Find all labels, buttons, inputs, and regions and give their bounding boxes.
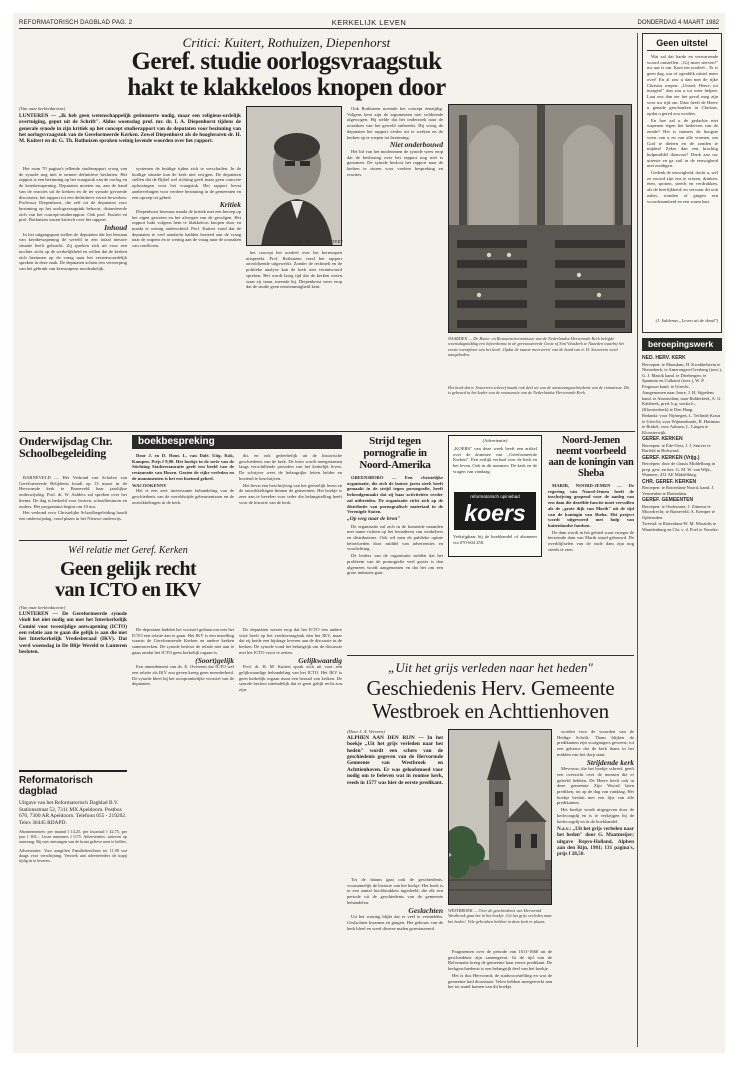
onderwijsdag-headline: Onderwijsdag Chr. Schoolbegeleiding	[19, 434, 113, 460]
lead-col1-text-2: In het uitgangspunt stellen de deputaten dat het bestaan van kernbewapening de wereld in een totaal nieuwe situatie heeft gebracht. Zij spreken zich uit voor een nuchter zicht op de werkelijkheid en willen dat de kerken zich bezinnen op de vraag naar het verantwoordelijk spreken in deze zaak. De deputaten achten een verwerping van het gebruik van kernwapens noodzakelijk.	[19, 231, 127, 271]
westbroek-col1-text-2: Uit het woning blijkt dat er veel te vermelden. Geslachten kwamen en gingen. Het gebouw van de kerk bleef en werd diverse malen gerestaureerd.	[347, 914, 443, 931]
westbroek-price-note: N.a.v.: „Uit het grijs verleden naar het heden" door G. Maatmeijer; uitgave Repro-Holland, Alphen aan den Rijn, 1981; 131 pagina's, prijs f 28,50.	[557, 826, 634, 858]
subhead-geslachten: Geslachten	[408, 905, 443, 915]
icto-col3-text-2: Prof. dr. H. M. Kuitert sprak zich uit voor een gelijkwaardige behandeling van het ICTO. Het IKV is geen kerkelijk orgaan maar een beraad van kerken. De synode besloot uiteindelijk dat er geen gelijk recht zou zijn.	[239, 664, 342, 693]
westbroek-col3-text-3: Het boekje wordt uitgegeven door de kerkvoogdij en is te verkrijgen bij de kerkvoogdij en in de boekhandel.	[557, 807, 634, 824]
icto-col2-text-2: Een amendement van ds. E. Overeem dat ICTO wel een relatie als IKV zou geven kreeg geen meerderheid. De synode bleef bij het oorspronkelijke voorstel van de deputaten.	[132, 664, 234, 687]
beroep-entry: Bedankt: voor Nijmegen, L. Terlinde Kraut te Utrecht; voor Wijnandsrade, B. Hartman te Brakel; voor Aalsum, L. Lingen te Kloosterwijk.	[642, 413, 720, 435]
ref-box-small: Abonnementen: per maand f 14,25, per kwartaal f 42,75, per jaar f 163,-. Losse nummers f 0,75. Advertenties: tarieven op aanvraag. Bij niet ontvangen van de krant gelieve men te bellen.	[19, 829, 127, 845]
uitstel-author: (J. Saldenus „Leven uit de dood")	[655, 318, 718, 323]
masthead	[19, 17, 719, 29]
icto-intro: LUNTEREN — De Gereformeerde synode vindt het niet nodig om met het Interkerkelijk Comité voor tweezijdige ontwapening (ICTO) een relatie aan te gaan die gelijk is aan die met het Interkerkelijk Vredesberaad (IKV). Dat werd woensdag in De Blije Wereld te Lunteren besloten.	[19, 610, 127, 656]
uitstel-title: Geen uitstel	[656, 38, 708, 48]
strijd-subhead: „Op weg naar de bron"	[347, 515, 401, 522]
icto-col2-text: De deputaten hadden het voorstel gedaan om met het ICTO een relatie aan te gaan. Het IKV is een instelling waarin de Gereformeerde Kerken en andere kerken samenwerken. De synode besloot de relatie niet aan te gaan omdat het ICTO geen kerkelijk orgaan is.	[132, 627, 234, 655]
uitstel-text-2: En hoe zal u de gedachte niet wapenen tegen het bederven van de zonde? Het is immers de hoogste wens van u en van alle vromen, om God te dienen en de zonden te mijden! Zeker dan een krachtig hulpmiddel daarvoor! Denk aan uw uiterste en ga zuil in de eeuwigheid niet zondigen.	[647, 117, 718, 169]
subhead-strijdende-kerk: Strijdende kerk	[586, 757, 634, 767]
advert-text: „KOERS" van deze week heeft een artikel over de dominee van „Gereformeerde Kerken". Een eerlijk verhaal over de kerk en het leven. Ook in dit nummer: De kerk en de vragen van vandaag.	[453, 446, 537, 474]
ref-box-text: Uitgave van het Reformatorisch Dagblad B.V. Stationsstraat 52, 7311 MX Apeldoorn. Postbus 670, 7300 AR Apeldoorn. Telefoon 055 - 219202. Telex 36445 RDAPD.	[19, 800, 127, 826]
westbroek-col3-text: worden voor de woorden van de Heilige Schrift. Thans blijken de predikanten zijn voorgangers geweest; tot een gebouw dat de kerk thans in het midden van het dorp staat.	[557, 729, 634, 757]
sidebar-divider	[637, 33, 638, 1047]
boekbespreking-col1-text: Door J. en D. Hout. L. van Dalé. Uitg. Kok, Kampen. Prijs f 9,90. Het boekje in de serie van de Stichting Stadsrestauratie geeft een beeld van de restauratie van Hoorn. Gezien de rijke verleden en de monumenten is het een boeiend geheel.	[132, 453, 234, 481]
icto-headline-1: Geen gelijk recht	[59, 558, 197, 580]
westbroek-caption: WESTBROEK — Over de geschiedenis van Hervormd Westbroek gaat het in het boekje ‚Uit het grijs verleden naar het heden'. Vele gebruiken hebben in deze kerk er plaats.	[448, 908, 552, 924]
beroep-entry: Beroepen: te Ede-Oost, J. J. Stuiver te Barfeld in Bolsward.	[642, 442, 711, 453]
church-interior-illustration	[449, 105, 632, 333]
lead-col4-text-2: Het lid van het moderamen de synode wees erop dat de beslissing over het rapport nog niet is genomen. De synode besloot het rapport naar de kerken te sturen voor verdere bespreking en reacties.	[347, 148, 443, 177]
lead-col2-text: systemen de huidige tijden zich te verschuilen. In de huidige situatie kan de kerk niet zwijgen. De deputaten stellen dat de Bijbel wel richting geeft maar geen concrete oplossingen voor het vraagstuk. Het rapport bevat aanbevelingen voor verdere bezinning in de gemeenten en een oproep tot gebed.	[132, 166, 241, 200]
koers-logo-sub: reformatorisch opiniebad	[470, 494, 520, 499]
onderwijsdag-text: BARNEVELD — Het Verbond van Scholen van Gereformeerde Belijdenis houdt op 13 maart in de Hervormde kerk te Barneveld haar jaarlijkse onderwijsdag. Prof. dr. W. Aalders zal spreken over het thema. De dag is bedoeld voor leraren, schoolbesturen en ouders. Het programma begint om 10 uur.	[19, 475, 127, 509]
ref-box-title-1: Reformatorisch	[19, 775, 93, 786]
strijd-headline: Strijd tegen pornografie in Noord-Amerika	[359, 435, 431, 471]
paper-name: REFORMATORISCH DAGBLAD PAG. 2	[19, 20, 133, 26]
lead-col3-text: het concept het oordeel over het kernwapen uitspreekt. Prof. Rothuizen vond het rapport onvoldoende uitgewerkt. Zonder de techniek en de politieke analyse kan de kerk niet verantwoord spreken. Het wordt hoog tijd dat de kerken weten waar zij staan, meende hij. Diepenhorst wees erop dat de studie geen eenstemmigheid kent.	[246, 250, 342, 290]
beroep-church-heading: GEREF. KERKEN (Vrijg.)	[642, 454, 700, 461]
boekbespreking-title: boekbespreking	[138, 436, 215, 447]
beroep-church-heading: GEREF. GEMEENTEN	[642, 497, 694, 503]
advert-footer: Verkrijgbaar bij de boekhandel of abonneer via 070-604 250.	[453, 534, 537, 545]
strijd-text-3: De leiders van de organisatie stelden dat het probleem van de pornografie veel groter is dan algemeen wordt aangenomen en dat het om een grote industrie gaat.	[347, 553, 443, 576]
newspaper-page	[13, 13, 725, 1053]
lead-intro-block	[19, 106, 241, 164]
subhead-inhoud: Inhoud	[104, 223, 127, 233]
lead-col2-text-2: Diepenhorst bezwaar maakt de kritiek met een beroep op het eigen geweten en het afwegen van de gevolgen. Het rapport hakt volgens hem te klakkeloos knopen door en maakt te weinig onderscheid. Prof. Kuitert vond dat de deputaten te veel aandacht hadden besteed aan de vraag naar de wapens en te weinig aan de vraag naar de oorzaken van conflicten.	[132, 208, 241, 249]
icto-byline: (Van onze kerkredacteur)	[19, 605, 66, 610]
uitstel-box	[642, 33, 722, 333]
westbroek-kicker: „Uit het grijs verleden naar het heden"	[388, 660, 593, 675]
onderwijs-rule	[19, 540, 127, 541]
westbroek-church-photo	[448, 729, 552, 905]
icto-col3-text: De deputaten wezen erop dat het ICTO een andere visie heeft op het vredesvraagstuk dan het IKV, maar dat zij beide een bijdrage leveren aan de discussie in de kerken. De synode vond het belangrijk om de discussie met het ICTO voort te zetten.	[239, 627, 342, 655]
beroep-church-heading: CHR. GEREF. KERKEN	[642, 478, 697, 485]
westbroek-church-illustration	[449, 730, 552, 905]
lead-headline-2: hakt te klakkeloos knopen door	[127, 74, 446, 101]
onderwijsdag-text-2: Het verbond voor Christelijke Schoolbegeleiding houdt een onderwijsdag, vond plaats in het Nieuwe onderwijs.	[19, 510, 127, 521]
lead-intro: LUNTEREN — „Ik heb geen wetenschappelijk getimmerte nodig, maar een religieus-ordelijk overtuiging, geput uit de Schrift". Aldus woensdag prof. mr. dr. I. A. Diepenhorst tijdens de generale synode in zijn kritiek op het concept studierapport van de deputaten voor bezinning van het oorlogsvraagstuk van de Gereformeerde Kerken. Zowel Diepenhorst als de hoogleraren dr. H. M. Kuitert en dr. G. Th. Rothuizen spraken weinig lovende woorden over het rapport.	[19, 112, 241, 145]
jemen-headline: Noord-Jemen neemt voorbeeld aan de koningin van Sheba	[548, 435, 634, 479]
beroep-entry: Beroepen: te Oudewater, J. Zitmeur te Moordrecht; te Barneveld, A. Kemper te Opheusden.	[642, 503, 715, 520]
lead-headline-1: Geref. studie oorlogsvraagstuk	[131, 48, 442, 75]
westbroek-col-3	[557, 729, 634, 1047]
church-interior-photo	[448, 104, 632, 333]
westbroek-col-1	[347, 877, 443, 1047]
beroep-entry: Beroepen: te Maasdam, H. Kwakkelstein te Nieuwkerk; te Amerongen-Overberg (toez.), G. J. Mastik kand. te Driebergen; te Spanium en Culhauri (toez.), W. P. Ferguson kand. te Utrecht.	[642, 361, 722, 389]
lead-col4-text: Ook Rothuizen noemde het concept eenzijdig. Volgens hem zijn de argumenten niet voldoende afgewogen. Hij stelde dat het onderzoek naar de oorzaken van het geweld ontbreekt. Hij vroeg de deputaten het rapport verder uit te werken en de kerken op te roepen tot bezinning.	[347, 106, 443, 140]
beroep-entry: Aangenomen naar Joure, J. H. Sijpelens kand. te Amsterdam; naar Ridderkerk, A. G. Kalsbeek, pred. b.g. werkz.h., (Kloosterkerk) te Den Haag.	[642, 390, 722, 412]
beroep-church-heading: GEREF. KERKEN	[642, 436, 683, 442]
uitstel-body	[647, 54, 718, 318]
ref-box-small-2: Advertenties: Voor aangiften Familieberichten tot 11.00 uur daags voor verschijning. Verzoek aan adverteerders de kopij tijdig in te leveren.	[19, 847, 127, 864]
icto-col-2	[132, 627, 234, 927]
boekbespreking-col1-text-2: Het is een zeer interessante behandeling van de geschiedenis van de wereldwijde gebeurtenissen en de ontwikkelingen in de kerk.	[132, 488, 234, 505]
row-rule-1	[19, 431, 635, 432]
subhead-gelijkwaardig: Gelijkwaardig	[298, 655, 342, 665]
icto-kicker: Wél relatie met Geref. Kerken	[68, 545, 188, 556]
portrait-photo	[246, 106, 342, 246]
boekbespreking-title-bar	[132, 435, 342, 449]
section-name: KERKELIJK LEVEN	[331, 18, 407, 27]
strijd-text-2: De organisatie zal zich in de komende maanden met name richten op het benaderen van winkeliers en distributeurs. Ook wil men de publieke opinie beïnvloeden door middel van advertenties en voorlichting.	[347, 523, 443, 552]
boekbespreking-col2-text-2: Het bevat een beschrijving van het geestelijk leven en de ontwikkelingen binnen de gemeenten. Het boekje is zeer aan te bevelen voor ieder die belangstelling heeft voor de historie van de kerk.	[239, 482, 342, 505]
beroep-entry: Beroepen: te Rotterdam-Noord, kand. J. Vermeulen te Rotterdam.	[642, 485, 715, 496]
beroepingswerk-list	[642, 354, 722, 676]
boekbespreking-col2-text: dit, en ook gedeeltelijk uit de historische geschiedenis van de kerk. De lezer wordt meegenomen langs verschillende perioden van het kerkelijk leven. De schrijver weet de belangrijke feiten helder en boeiend te beschrijven.	[239, 453, 342, 481]
lead-col-3	[246, 250, 342, 428]
strijd-body	[347, 475, 443, 653]
boekbespreking-col1-sub: WACOOKENNY	[132, 482, 167, 488]
lead-byline: (Van onze kerkredacteur)	[19, 106, 66, 111]
beroep-entry: Beroepen: door de classis Middelburg in prep. gew. en bez. G. M. W. van Wijk, Wanneer, 431 AE Middelburg.	[642, 461, 716, 477]
westbroek-col-2	[448, 949, 552, 1047]
westbroek-headline-2: Westbroek en Achttienhoven	[372, 699, 609, 723]
subhead-niet-onderbouwd: Niet onderbouwd	[389, 140, 443, 150]
issue-date: DONDERDAG 4 MAART 1982	[637, 20, 719, 26]
strijd-text: GREENSBORO — Een christelijke organisatie, die zich de laatste jaren sterk heeft gemaakt in de strijd tegen pornografie, heeft bekendgemaakt dat zij haar activiteiten verder zal uitbreiden. De organisatie richt zich op de distributie van pornografisch materiaal in de Verenigde Staten.	[347, 475, 443, 515]
beroep-church-heading: NED. HERV. KERK	[642, 355, 686, 361]
portrait-caption: PROF. DR. H. M. KUITERT	[290, 239, 343, 244]
advert-label: (Advertentie)	[482, 438, 508, 443]
beroepingswerk-title: beroepingswerk	[648, 339, 714, 349]
boekbespreking-col-1	[132, 453, 234, 535]
westbroek-byline: (Door J. A. Verveen)	[347, 729, 385, 734]
icto-col-3	[239, 627, 342, 1047]
beroep-entry: Tweetal: te Rotterdam-W. M. Mostrdis te Waardenburg en Chr. v. d. Poel te Yerseke.	[642, 521, 719, 532]
uitstel-text-3: Gedenk de eeuwigheid, dacht u, wel zo zouwd zijn ons te vrezen, drinken, eten, spotten, steeds en verdrukken, als de heerlijkheid; en verwaar dit ook zalen, stonden of gingen een woordzaamheid en een warm hart.	[647, 170, 718, 204]
westbroek-col2-text: Fragmenten over de periode van 1611-1660 uit de geschiedenis zijn samengevat. In de tijd van de Reformatie kreeg de gemeente haar eerste predikant. De kerkgeschiedenis is een belangrijk deel van het boekje.	[448, 949, 552, 972]
portrait-illustration	[247, 107, 342, 246]
uitstel-text-1: Wat zal dat harde en verwarrende woord ontstellen: „Gij moet sterven!" uw uur is om. Kom ten oordeel... Er is geen dag, uur of ogenblik uitstel meer over! En al zou u dan met de rijke Christus roepen: „Uitstel, Heere, tot morgen!" dan zou u tot weer helpen. Laat ons dan eer het geval mag zijn voor uw tijd om. Daar heeft de Heere u genade geschonken in Christus, opdat u gered zou worden.	[647, 54, 718, 117]
beroepingswerk-title-bar	[642, 338, 722, 351]
jemen-text-2: De dam wordt in het gebied waar vroeger de beroemde dam van Marib stond gebouwd. De overblijfselen van de oude dam zijn nog steeds te zien.	[548, 529, 634, 552]
icto-col-1	[19, 605, 127, 765]
boekbespreking-col-2	[239, 453, 342, 623]
koers-logo	[454, 492, 536, 530]
jemen-text: MARIB, NOORD-JEMEN — De regering van Noord-Jemen heeft de inschrijving geopend voor de aanleg van een dam die dezelfde functie moet vervullen als de „grote dijk van Marib" uit de tijd van de koningin van Sheba. Het project wordt uitgevoerd met hulp van buitenlandse fondsen.	[548, 483, 634, 528]
church-caption-1: NAARDEN — De Bouw- en Restauratiecommissie van de Nederlandse Hervormde Kerk belegde woensdagmiddag een bijeenkomst in de gerestaureerde Grote of Sint Vituskerk te Naarden waarbij het eerste exemplaar van het boek ‚Opdat de naaste meerveren' van de hand van ir. H. Souverein werd aangeboden.	[448, 336, 624, 357]
uitstel-rule	[647, 50, 717, 51]
westbroek-intro-block	[347, 729, 443, 874]
westbroek-col3-text-2: Mevrouw, die het boekje schreef, geeft een overzicht over de mensen die er geleefd hebben. De Heere heeft ook in deze gemeente Zijn Woord laten prediken, tot op de dag van vandaag. Het boekje besluit met een lijst van alle predikanten.	[557, 766, 634, 806]
koers-logo-text: koers	[464, 500, 526, 526]
lead-col1-text: Het ruim 70 pagina's tellende studierapport vroeg van de synode nog niet te nemen definitieve besluiten. Het rapport is een bezinning op het vraagstuk van de oorlog en de kernbewapening. Deputaten moeten nu, aan de hand van de reacties uit de kerken en de ter synode gevoerde discussies, het rapport tot een definitieve versie bewerken. Professor Diepenhorst, die zelf tot de deputaten voor bezinning op het oorlogsvraagstuk behoort, distantieerde zich van het concept-studierapport. Ook prof. Kuitert en prof. Rothuizen waren kritisch over het rapport.	[19, 166, 127, 223]
ref-box-title-2: dagblad	[19, 786, 58, 797]
subhead-kritiek: Kritiek	[219, 200, 241, 210]
subhead-soortgelijk: (Soort)gelijk	[195, 655, 234, 665]
row-rule-2	[347, 655, 634, 656]
reformatorisch-box	[19, 770, 127, 1040]
icto-headline-2: van ICTO en IKV	[55, 579, 201, 601]
westbroek-col2-text-2: Het is dus Hervormd, de stadsvoorstelling en wat de gemeente had doorstaan. Velen hebben meegewerkt aan het tot stand komen van dit boekje.	[448, 972, 552, 990]
westbroek-headline-1: Geschiedenis Herv. Gemeente	[366, 676, 615, 700]
westbroek-intro: ALPHEN AAN DEN RIJN — In het boekje „Uit het grijs verleden naar het heden" wordt een schets van de geschiedenis gegeven van de Hervormde Gemeente van Westbroek en Achttienhoven. Er was geloofsmoed voor nodig om te beleven wat in roomse kerk, reeds in 1577 was hier de eerste predikant.	[347, 734, 443, 786]
jemen-body	[548, 483, 634, 623]
koers-advert	[448, 435, 542, 557]
church-caption-2: Het boek dat ir. Souverein schreef maakt ook deel uit van de ontstaansgeschiedenis van de commissie. Dit is gebeurd in het kader van de restauratie van de Nederlandse Hervormde Kerk.	[448, 385, 630, 396]
westbroek-col1-text: Tot de datum gaat ook de geschiedenis, voornamelijk de historie van het kerkje. Het boek is in een aantal hoofdstukken ingedeeld, die elk een periode uit de geschiedenis van de gemeente behandelen.	[347, 877, 443, 905]
lead-col-4	[347, 106, 443, 428]
onderwijsdag-body	[19, 475, 127, 535]
lead-kicker: Critici: Kuitert, Rothuizen, Diepenhorst	[182, 35, 391, 50]
lead-col-1	[19, 166, 127, 428]
lead-col-2	[132, 166, 241, 428]
